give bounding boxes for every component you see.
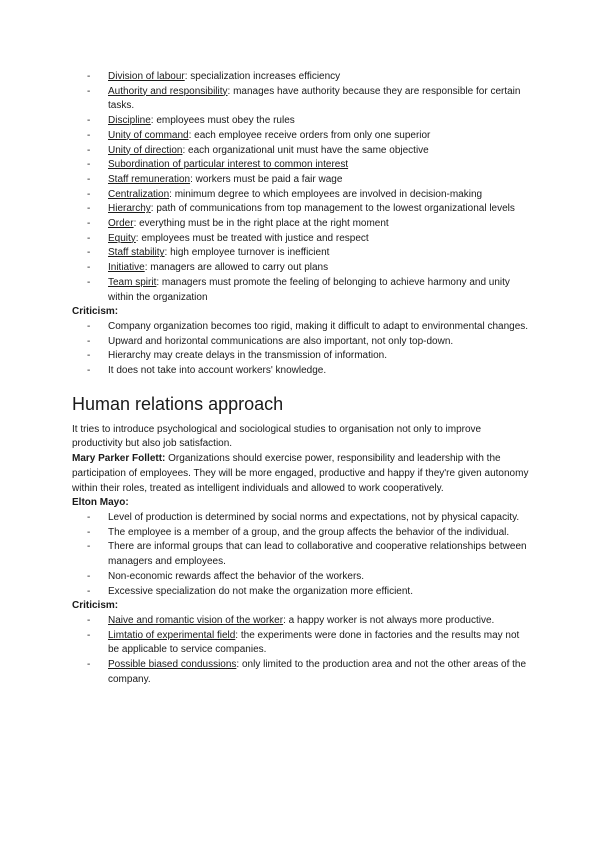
term: Staff remuneration xyxy=(108,173,191,185)
list-item xyxy=(72,246,532,261)
term: Initiative xyxy=(108,262,145,274)
description: : path of communications from top management to the lowest organizational levels xyxy=(150,203,515,215)
criticism-list xyxy=(72,614,532,688)
list-item xyxy=(72,232,532,247)
term: Discipline xyxy=(108,115,151,127)
mayo-list xyxy=(72,511,532,599)
description: : manages have authority because they are responsible for certain tasks. xyxy=(108,85,521,112)
list-item: - Level of production is determined by social norms and expectations, not by physical capacity. xyxy=(72,511,532,526)
author-name: Elton Mayo: xyxy=(72,497,129,509)
description: : specialization increases efficiency xyxy=(184,71,341,82)
term: Hierarchy xyxy=(108,203,151,215)
term: Staff stability xyxy=(108,247,165,259)
description: : each organizational unit must have the same objective xyxy=(182,144,429,156)
criticism-heading: Criticism: xyxy=(72,306,119,318)
term: Equity xyxy=(108,232,136,244)
term: Team spirit xyxy=(108,276,157,288)
list-item: - Hierarchy may create delays in the transmission of information. xyxy=(72,349,532,364)
description: : high employee turnover is inefficient xyxy=(164,247,330,259)
description: : employees must be treated with justice and respect xyxy=(135,232,369,244)
section-title: Human relations approach xyxy=(72,393,284,414)
section-intro: It tries to introduce psychological and sociological studies to organisation not only to improve productivity but also job satisfaction. xyxy=(72,423,482,450)
list-item: - Company organization becomes too rigid, making it difficult to adapt to environmental changes. xyxy=(72,320,532,335)
principles-list xyxy=(72,70,532,305)
description: : each employee receive orders from only one superior xyxy=(188,129,431,141)
term: Possible biased condussions xyxy=(108,659,237,671)
description: : everything must be in the right place at the right moment xyxy=(133,218,389,230)
list-item: - The employee is a member of a group, and the group affects the behavior of the individual. xyxy=(72,526,532,541)
description: : workers must be paid a fair wage xyxy=(190,173,343,185)
list-item: - Upward and horizontal communications are also important, not only top-down. xyxy=(72,335,532,350)
term: Limtatio of experimental field xyxy=(108,629,236,641)
list-item xyxy=(72,70,532,85)
term: Authority and responsibility xyxy=(108,85,228,97)
list-item xyxy=(72,158,532,173)
description: : minimum degree to which employees are involved in decision-making xyxy=(169,188,483,200)
term: Subordination of particular interest to common interest xyxy=(108,159,349,171)
list-item: - Excessive specialization do not make the organization more efficient. xyxy=(72,585,532,600)
term: Unity of direction xyxy=(108,144,183,156)
description: : the experiments were done in factories and the results may not be applicable to service companies. xyxy=(108,629,520,656)
list-item xyxy=(72,85,532,114)
term: Centralization xyxy=(108,188,170,200)
term: Division of labour xyxy=(108,71,185,82)
list-item xyxy=(72,276,532,305)
term: Order xyxy=(108,218,134,230)
term: Unity of command xyxy=(108,129,189,141)
description: : only limited to the production area and not the other areas of the company. xyxy=(108,659,527,685)
description: : managers are allowed to carry out plans xyxy=(144,262,329,274)
author-name: Mary Parker Follett: xyxy=(72,453,166,465)
list-item xyxy=(72,129,532,144)
list-item xyxy=(72,188,532,203)
list-item xyxy=(72,173,532,188)
description: : employees must obey the rules xyxy=(150,115,295,127)
description: : managers must promote the feeling of belonging to achieve harmony and unity within the organization xyxy=(108,276,510,303)
follett-paragraph xyxy=(72,452,532,496)
list-item xyxy=(72,144,532,159)
list-item xyxy=(72,614,532,629)
author-text: Organizations should exercise power, responsibility and leadership with the participation of employees. They will be more engaged, productive and happy if they're given autonomy within their roles, treated as intelligent individuals and allowed to work cooperatively. xyxy=(72,453,529,494)
criticism-heading: Criticism: xyxy=(72,600,119,612)
list-item xyxy=(72,202,532,217)
document-page xyxy=(72,70,532,687)
list-item: - Non-economic rewards affect the behavior of the workers. xyxy=(72,570,532,585)
list-item xyxy=(72,629,532,658)
list-item xyxy=(72,261,532,276)
criticism-list xyxy=(72,320,532,379)
list-item xyxy=(72,217,532,232)
term: Naive and romantic vision of the worker xyxy=(108,614,284,626)
description: : a happy worker is not always more productive. xyxy=(283,614,495,626)
list-item xyxy=(72,658,532,687)
list-item: - It does not take into account workers' knowledge. xyxy=(72,364,532,379)
list-item xyxy=(72,114,532,129)
list-item: - There are informal groups that can lead to collaborative and cooperative relationships between managers and employees. xyxy=(72,540,532,569)
